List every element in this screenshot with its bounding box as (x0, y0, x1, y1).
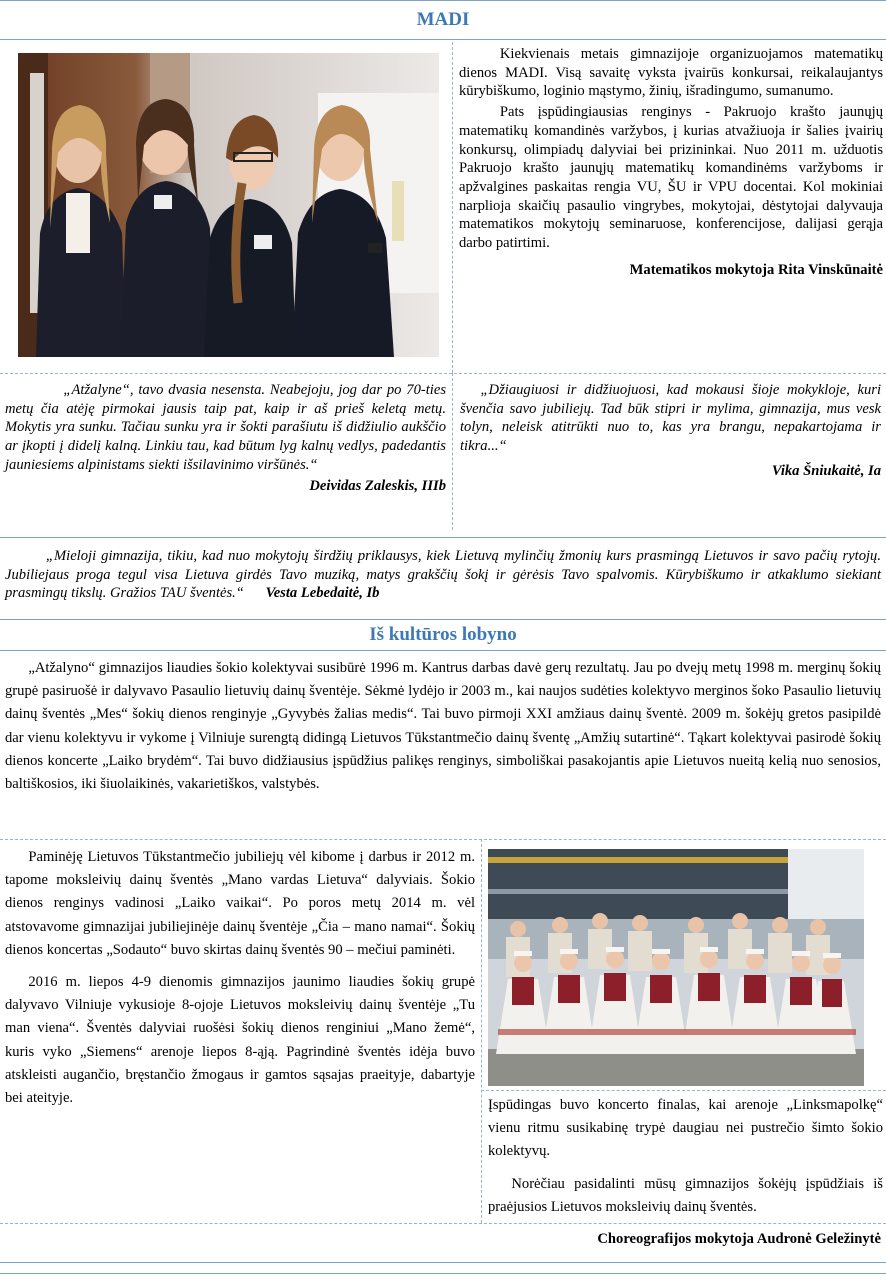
bottom-rule-1 (0, 1262, 886, 1263)
photo-caption-divider (481, 1090, 886, 1091)
culture-section-heading: Iš kultūros lobyno (0, 619, 886, 651)
quote-right-author: Vika Šniukaitė, Ia (771, 462, 881, 479)
madi-signature: Matematikos mokytoja Rita Vinskūnaitė (629, 261, 883, 278)
madi-section-heading: MADI (0, 0, 886, 40)
madi-article (459, 45, 883, 279)
madi-paragraph-2: Pats įspūdingiausias renginys - Pakruojo krašto jaunųjų matematikų komandinės varžybos, į kurias atvažiuoja ir šalies įvairių konkursų, olimpiadų dalyviai bei prizininkai. Nuo 2011 m. užduotis Pakruojo krašto jaunųjų matematikų komandinėms varžyboms ir apžvalgines paskaitas rengia VU, ŠU ir VPU docentai. Kol mokiniai narplioja skaičių pasaulio vingrybes, mokytojai, dėstytojai dalyvauja matematikos mokytojų seminaruose, konferencijose, dalijasi gerąja darbo patirtimi. (459, 104, 883, 252)
row-divider-4 (0, 1223, 886, 1224)
quote-wide-author: Vesta Lebedaitė, Ib (265, 585, 380, 602)
dancers-photo-drawing (488, 849, 864, 1086)
quote-wide-text: „Mieloji gimnazija, tikiu, kad nuo mokytojų širdžių priklausys, kiek Lietuvą mylinčių žmonių kurs prasmingą Lietuvos ir savo pačių rytojų. Jubiliejaus proga tegul visa Lietuva girdės Tavo muziką, matys grakščių šokį ir gėrėsis Tavo spalvomis. Kūrybiškumo ir atkaklumo siekiant prasmingų tikslų. Gražios TAU šventės.“ (5, 548, 881, 602)
culture-intro (5, 657, 881, 796)
culture-left-paragraph-2: 2016 m. liepos 4-9 dienomis gimnazijos jaunimo liaudies šokių grupė dalyvavo Vilniuje vykusioje 8-ojoje Lietuvos moksleivių dainų šventėje „Tu man viena“. Šventės dalyviai ruošėsi šokių dienos renginiui „Mano žemė“, kuris vyko „Siemens“ arenoje liepos 8-ąją. Pagrindinė šventės idėja buvo atskleisti augančio, bręstančio žmogaus ir gamtos sąsajas praeityje, dabartyje bei ateityje. (5, 974, 475, 1107)
quote-right (460, 381, 881, 481)
culture-right-column (488, 1094, 883, 1219)
culture-signature-block (5, 1228, 881, 1251)
students-photo-drawing (18, 53, 439, 357)
quote-right-text: „Džiaugiuosi ir didžiuojuosi, kad mokausi šioje mokykloje, kuri švenčia savo jubiliejų. Tad būk stipri ir mylima, gimnazija, mus vesk tolyn, neleisk atitrūkti nuo to, kas yra brangu, nepakartojama ir tikra...“ (460, 382, 881, 455)
culture-right-paragraph-1: Įspūdingas buvo koncerto finalas, kai arenoje „Linksmapolkę“ vienu ritmu susikabinę trypė daugiau nei pustrečio šimto šokio kolektyvų. (488, 1097, 883, 1160)
culture-left-column (5, 846, 475, 1110)
madi-students-photo (18, 53, 439, 357)
culture-left-paragraph-1: Paminėję Lietuvos Tūkstantmečio jubiliejų vėl kibome į darbus ir 2012 m. tapome moksleivių dainų šventės „Mano vardas Lietuva“ dalyviais. Šokio dienos renginys vadinosi „Laiko vaikai“. Po poros metų 2014 m. vėl atstovavome gimnazijai jubiliejinėje dainų šventėje „Čia – mano namai“. Šokių dienos koncertas „Sodauto“ buvo skirtas dainų šventės 90 – mečiui paminėti. (5, 849, 475, 958)
row-divider-3 (0, 839, 886, 840)
quote-wide-line (5, 547, 881, 603)
culture-right-paragraph-2: Norėčiau pasidalinti mūsų gimnazijos šokėjų įspūdžiais iš praėjusios Lietuvos moksleivių dainų šventės. (488, 1175, 883, 1215)
quote-left-text: „Atžalyne“, tavo dvasia nesensta. Neabejoju, jog dar po 70-ties metų čia atėję pirmokai jausis taip pat, kaip ir aš prieš keletą metų. Mokytis yra sunku. Tačiau sunku yra ir šokti parašiutu iš didžiulio aukščio ar įkopti į didelį kalną. Linkiu tau, kad būtum lyg kalnų vedlys, padedantis jauniesiems alpinistams siekti išsilavinimo viršūnės.“ (5, 382, 446, 473)
column-divider-top (452, 42, 453, 373)
row-divider-1 (0, 373, 886, 374)
quote-wide (5, 547, 881, 603)
bottom-rule-2 (0, 1273, 886, 1274)
quote-left-author: Deividas Zaleskis, IIIb (309, 477, 446, 494)
culture-signature: Choreografijos mokytoja Audronė Geležinytė (597, 1231, 881, 1247)
column-divider-quotes (452, 373, 453, 530)
dancers-photo (488, 849, 864, 1086)
column-divider-bottom (481, 839, 482, 1223)
culture-intro-paragraph: „Atžalyno“ gimnazijos liaudies šokio kolektyvai susibūrė 1996 m. Kantrus darbas davė gerų rezultatų. Jau po dvejų metų 1998 m. merginų šokių grupė pasiruošė ir dalyvavo Pasaulio lietuvių dainų šventėje. Sėkmė lydėjo ir 2003 m., kai naujos sudėties kolektyvo merginos šoko Pasaulio lietuvių dainų šventės „Mes“ šokių dienos renginyje „Gyvybės žalias medis“. Tai buvo pirmoji XXI amžiaus dainų šventė. 2009 m. šokėjų gretos pasipildė dar vienu kolektyvu ir vykome į Vilniuje surengtą didingą Lietuvos Tūkstantmečio dainų šventę „Amžių sutartinė“. Tąkart kolektyvai pasirodė šokių dienos koncerte „Laiko brydėm“. Tai buvo didžiausius įspūdžius palikęs renginys, simboliškai pasakojantis apie Lietuvos nueitą kelią nuo senosios, baltiškosios, iki šiuolaikinės, vakarietiškos, valstybės. (5, 660, 881, 793)
madi-paragraph-1: Kiekvienais metais gimnazijoje organizuojamos matematikų dienos MADI. Visą savaitę vyksta įvairūs konkursai, reikalaujantys kūrybiškumo, loginio mąstymo, žinių, išradingumo, sumanumo. (459, 46, 883, 100)
quote-left (5, 381, 446, 495)
row-divider-2 (0, 537, 886, 538)
